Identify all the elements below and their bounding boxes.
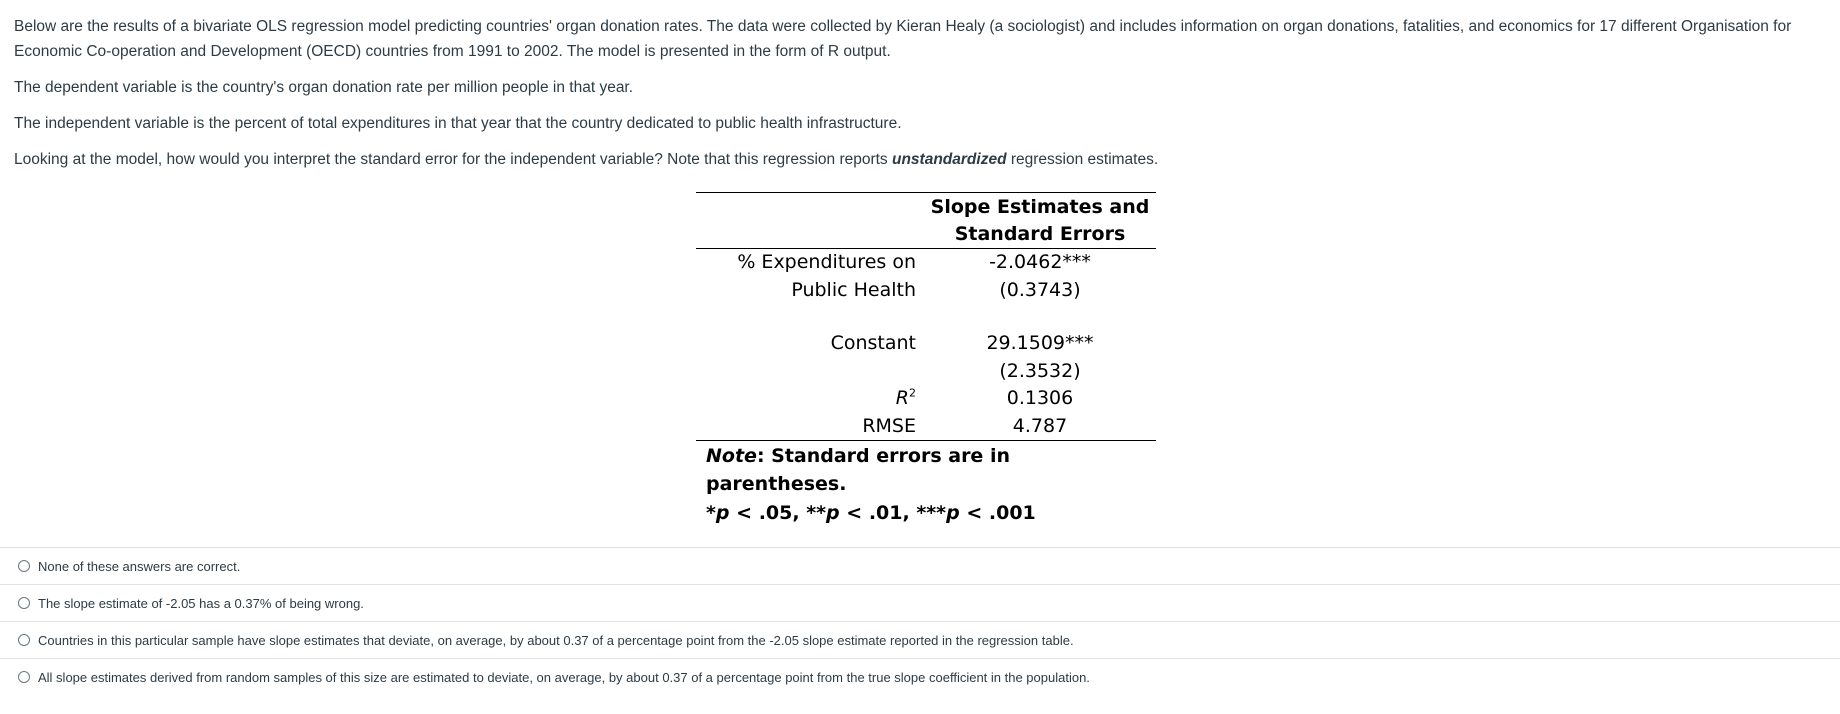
table-row <box>696 249 1156 277</box>
answer-option[interactable] <box>0 547 1840 584</box>
var-label-line-2: Public Health <box>791 278 916 301</box>
radio-button[interactable] <box>18 634 30 646</box>
table-row <box>696 358 1156 386</box>
answer-label: The slope estimate of -2.05 has a 0.37% of being wrong. <box>38 595 364 611</box>
rmse-value: 4.787 <box>1012 414 1068 437</box>
table-row <box>696 330 1156 358</box>
radio-button[interactable] <box>18 597 30 609</box>
table-row <box>696 385 1156 413</box>
table-note: Note: Standard errors are in parentheses. <box>706 445 1010 495</box>
answer-option[interactable] <box>0 658 1840 695</box>
var-standard-error: (0.3743) <box>999 278 1081 301</box>
regression-table <box>696 192 1156 527</box>
table-header-row <box>696 193 1156 248</box>
var-label-line-1: % Expenditures on <box>737 251 916 273</box>
answer-label: None of these answers are correct. <box>38 558 241 574</box>
r-squared-label: $R^2$ <box>895 386 916 409</box>
answer-option[interactable] <box>0 621 1840 658</box>
answer-label: All slope estimates derived from random samples of this size are estimated to deviate, on average, by about 0.37 of a percentage point from the true slope coefficient in the population. <box>38 669 1090 685</box>
header-line-2: Standard Errors <box>954 223 1126 245</box>
prompt-emphasis: unstandardized <box>892 151 1007 168</box>
constant-label: Constant <box>830 332 916 354</box>
constant-standard-error: (2.3532) <box>999 359 1081 382</box>
table-row <box>696 413 1156 441</box>
significance-note: *p < .05, **p < .01, ***p < .001 <box>706 502 1036 524</box>
radio-button[interactable] <box>18 671 30 683</box>
answer-label: Countries in this particular sample have slope estimates that deviate, on average, by about 0.37 of a percentage point from the -2.05 slope estimate reported in the regression table. <box>38 632 1074 648</box>
table-row <box>696 277 1156 305</box>
answer-list <box>0 547 1840 695</box>
header-line-1: Slope Estimates and <box>930 196 1150 218</box>
rmse-label: RMSE <box>862 414 916 437</box>
question-intro: Below are the results of a bivariate OLS regression model predicting countries' organ donation rates. The data were collected by Kieran Healy (a sociologist) and includes information on organ donations, fatalities, and economics for 17 different Organisation for Economic Co-operation and Development (OECD) countries from 1991 to 2002. The model is presented in the form of R output. <box>14 18 1792 60</box>
prompt-after: regression estimates. <box>1006 151 1159 168</box>
radio-button[interactable] <box>18 560 30 572</box>
question-text <box>14 14 1829 183</box>
prompt-before: Looking at the model, how would you interpret the standard error for the independent variable? Note that this regression reports <box>14 151 892 168</box>
question-prompt <box>14 147 1829 172</box>
constant-estimate: 29.1509*** <box>986 332 1094 354</box>
answer-option[interactable] <box>0 584 1840 621</box>
table-header <box>924 193 1156 248</box>
question-dependent-variable: The dependent variable is the country's organ donation rate per million people in that year. <box>14 79 634 96</box>
r-squared-value: 0.1306 <box>1006 387 1074 409</box>
var-estimate: -2.0462*** <box>989 251 1091 273</box>
question-independent-variable: The independent variable is the percent of total expenditures in that year that the country dedicated to public health infrastructure. <box>14 115 902 132</box>
